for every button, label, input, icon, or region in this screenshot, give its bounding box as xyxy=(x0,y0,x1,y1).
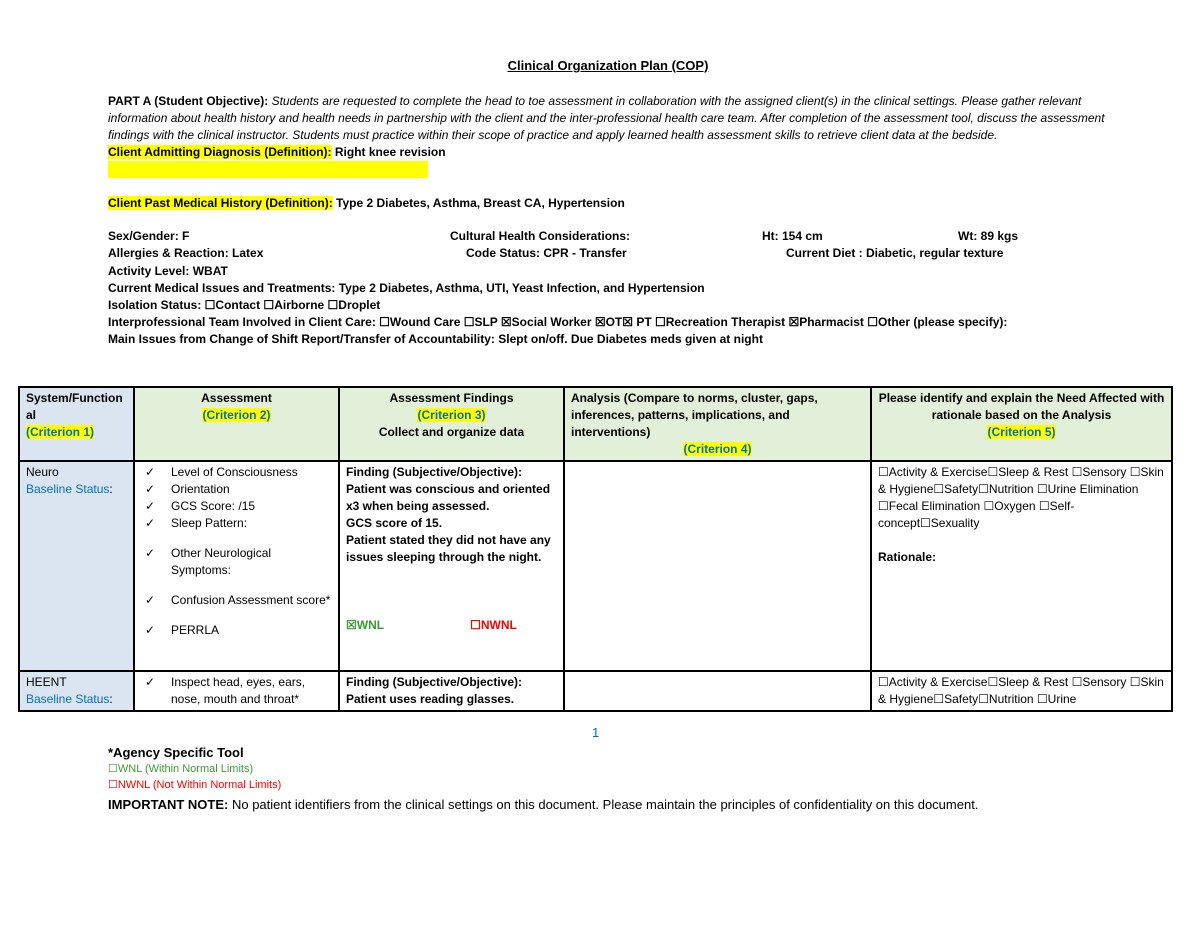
heent-findings-cell: Finding (Subjective/Objective): Patient uses reading glasses. xyxy=(339,671,564,711)
header-analysis: Analysis (Compare to norms, cluster, gaps, inferences, patterns, implications, and interventions) (Criterion 4) xyxy=(564,387,871,461)
needs-checkbox-list[interactable]: ☐Activity & Exercise☐Sleep & Rest ☐Sensory ☐Skin & Hygiene☐Safety☐Nutrition ☐Urine xyxy=(878,675,1164,706)
nwnl-legend: ☐NWNL (Not Within Normal Limits) xyxy=(108,779,282,791)
table-row-neuro xyxy=(19,461,1172,671)
admitting-label: Client Admitting Diagnosis (Definition): xyxy=(108,145,332,159)
main-issues: Main Issues from Change of Shift Report/Transfer of Accountability: Slept on/off. Due Diabetes meds given at night xyxy=(108,332,763,346)
checkmark-icon: ✓ xyxy=(145,675,156,689)
list-item: ✓ GCS Score: /15 xyxy=(145,499,256,513)
rationale-label: Rationale: xyxy=(878,550,937,564)
header-findings: Assessment Findings (Criterion 3) Collect and organize data xyxy=(339,387,564,461)
neuro-system-cell: Neuro Baseline Status: xyxy=(19,461,134,671)
past-medical-history xyxy=(108,195,1108,212)
neuro-analysis-cell[interactable] xyxy=(564,461,871,671)
pmh-value: Type 2 Diabetes, Asthma, Breast CA, Hypertension xyxy=(332,196,625,210)
heent-system-cell: HEENT Baseline Status: xyxy=(19,671,134,711)
checkmark-icon: ✓ xyxy=(145,593,156,607)
checkmark-icon: ✓ xyxy=(145,623,156,637)
list-item: ✓ Orientation xyxy=(145,482,230,496)
agency-tool-note: *Agency Specific Tool xyxy=(108,745,244,760)
page-number: 1 xyxy=(592,725,600,740)
height: Ht: 154 cm xyxy=(762,229,823,243)
document-title: Clinical Organization Plan (COP) xyxy=(507,58,709,73)
criterion-5: (Criterion 5) xyxy=(987,425,1056,439)
heent-needs-cell xyxy=(871,671,1172,711)
needs-checkbox-list[interactable]: ☐Activity & Exercise☐Sleep & Rest ☐Sensory ☐Skin & Hygiene☐Safety☐Nutrition ☐Urine Elimination ☐Fecal Elimination ☐Oxygen ☐Self-concept☐Sexuality xyxy=(878,465,1164,530)
footer xyxy=(108,744,1088,815)
info-row-2 xyxy=(108,246,1108,263)
interprofessional-team: Interprofessional Team Involved in Client Care: ☐Wound Care ☐SLP ☒Social Worker ☒OT☒ PT ☐Recreation Therapist ☒Pharmacist ☐Other (please specify): xyxy=(108,315,1008,329)
baseline-status: Baseline Status xyxy=(26,692,110,706)
part-a-objective xyxy=(108,93,1108,144)
admitting-diagnosis xyxy=(108,144,1108,161)
criterion-2: (Criterion 2) xyxy=(202,408,271,422)
heent-analysis-cell[interactable] xyxy=(564,671,871,711)
heent-assessment-cell xyxy=(134,671,339,711)
activity-level: Activity Level: WBAT xyxy=(108,264,228,278)
list-item: ✓ Sleep Pattern: xyxy=(145,516,248,530)
checkmark-icon: ✓ xyxy=(145,482,156,496)
current-diet: Current Diet : Diabetic, regular texture xyxy=(786,246,1004,260)
list-item: ✓ Inspect head, eyes, ears, nose, mouth and throat* xyxy=(145,675,306,706)
wnl-legend: ☐WNL (Within Normal Limits) xyxy=(108,763,254,775)
criterion-1: (Criterion 1) xyxy=(26,425,95,439)
sex-gender: Sex/Gender: F xyxy=(108,229,190,243)
part-a-text: Students are requested to complete the head to toe assessment in collaboration with the assigned client(s) in the clinical settings. Please gather relevant information about health history and health needs in partnership with the client and the inter-professional health care team. After completion of the assessment tool, discuss the assessment findings with the clinical instructor. Students must practice within their scope of practice and apply learned health assessment skills to retrieve client data at the bedside. xyxy=(108,94,1105,142)
info-row-1 xyxy=(108,229,1108,246)
allergies: Allergies & Reaction: Latex xyxy=(108,246,264,260)
important-note: IMPORTANT NOTE: No patient identifiers from the clinical settings on this document. Please maintain the principles of confidentiality on this document. xyxy=(108,797,979,812)
code-status: Code Status: CPR - Transfer xyxy=(466,246,627,260)
highlight-blank xyxy=(108,161,428,178)
isolation-status: Isolation Status: ☐Contact ☐Airborne ☐Droplet xyxy=(108,298,381,312)
neuro-assessment-cell xyxy=(134,461,339,671)
cultural-considerations: Cultural Health Considerations: xyxy=(450,229,631,243)
current-medical-issues: Current Medical Issues and Treatments: Type 2 Diabetes, Asthma, UTI, Yeast Infection, and Hypertension xyxy=(108,281,705,295)
assessment-table xyxy=(18,386,1173,712)
document-body xyxy=(108,58,1108,348)
checkmark-icon: ✓ xyxy=(145,499,156,513)
criterion-4: (Criterion 4) xyxy=(683,442,752,456)
header-needs: Please identify and explain the Need Affected with rationale based on the Analysis (Criterion 5) xyxy=(871,387,1172,461)
criterion-3: (Criterion 3) xyxy=(417,408,486,422)
checkmark-icon: ✓ xyxy=(145,465,156,479)
baseline-status: Baseline Status xyxy=(26,482,110,496)
checkmark-icon: ✓ xyxy=(145,516,156,530)
wnl-checkbox[interactable]: ☒WNL xyxy=(346,618,385,632)
pmh-label: Client Past Medical History (Definition): xyxy=(108,196,333,210)
list-item: ✓ PERRLA xyxy=(145,623,220,637)
admitting-value: Right knee revision xyxy=(331,145,446,159)
header-assessment: Assessment (Criterion 2) xyxy=(134,387,339,461)
list-item: ✓ Confusion Assessment score* xyxy=(145,593,331,607)
weight: Wt: 89 kgs xyxy=(958,229,1019,243)
neuro-findings-cell: Finding (Subjective/Objective): Patient was conscious and oriented x3 when being assessed. GCS score of 15. Patient stated they did not have any issues sleeping through the night. ☒WNL ☐NWNL xyxy=(339,461,564,671)
nwnl-checkbox[interactable]: ☐NWNL xyxy=(470,618,517,632)
list-item: ✓ Other Neurological Symptoms: xyxy=(145,546,272,577)
checkmark-icon: ✓ xyxy=(145,546,156,560)
list-item: ✓ Level of Consciousness xyxy=(145,465,298,479)
table-header-row xyxy=(19,387,1172,461)
table-row-heent xyxy=(19,671,1172,711)
header-system: System/Function al (Criterion 1) xyxy=(19,387,134,461)
neuro-needs-cell xyxy=(871,461,1172,671)
part-a-label: PART A (Student Objective): xyxy=(108,94,269,108)
